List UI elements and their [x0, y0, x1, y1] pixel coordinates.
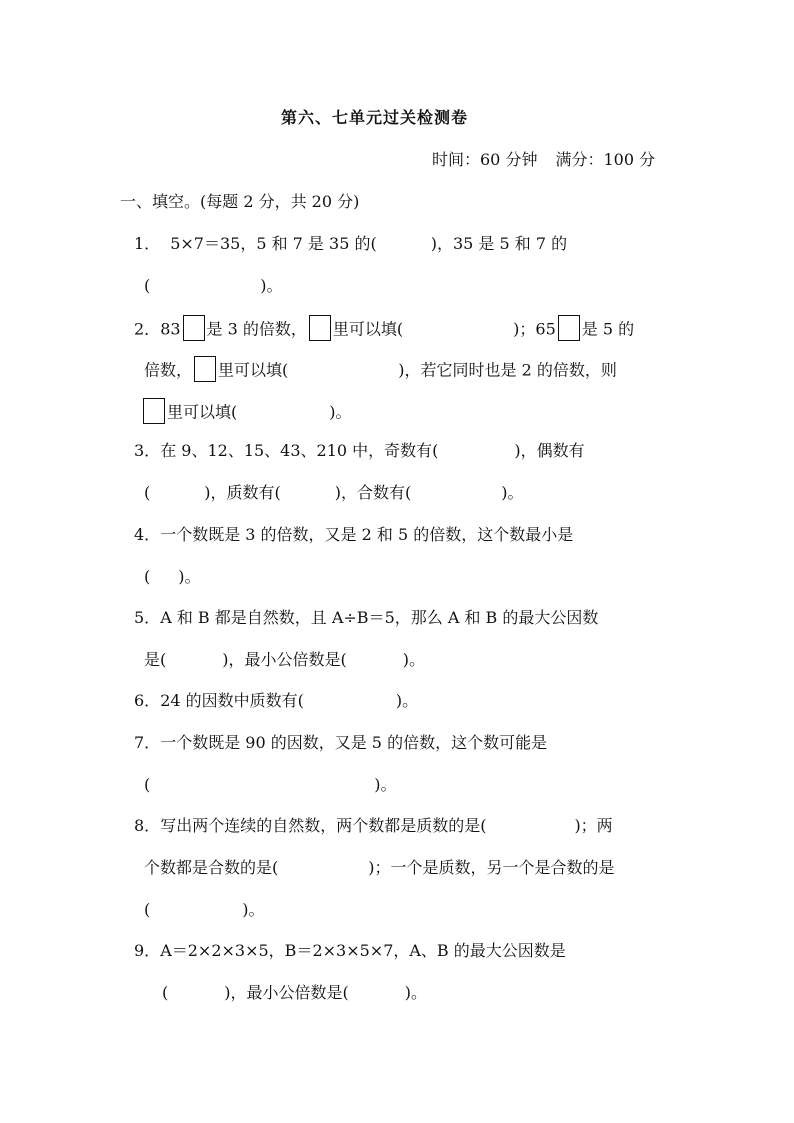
question-6-line-1: [134, 691, 418, 711]
question-number: 7．: [134, 733, 161, 752]
question-text: )，35 是 5 和 7 的: [430, 234, 568, 253]
full-score: 满分：100 分: [555, 150, 656, 169]
question-text: 是(: [144, 650, 167, 669]
question-text: 一个数既是 90 的因数，又是 5 的倍数，这个数可能是: [160, 733, 548, 752]
question-text: 里可以填(: [218, 360, 289, 380]
question-4-line-2: [144, 567, 201, 587]
question-text: )。: [242, 900, 265, 919]
question-text: (: [144, 775, 151, 794]
question-text: )，偶数有: [514, 441, 585, 460]
section-heading: 一、填空。(每题 2 分，共 20 分): [120, 192, 360, 211]
question-text: )。: [260, 276, 283, 295]
question-number: 8．: [134, 816, 161, 835]
time-limit: 时间：60 分钟: [432, 150, 538, 169]
question-8-line-2: [144, 858, 615, 878]
question-text: 5×7＝35，5 和 7 是 35 的(: [170, 234, 377, 253]
question-8-line-1: [134, 816, 613, 836]
question-text: 是 5 的: [581, 319, 635, 339]
question-3-line-2: [144, 483, 524, 503]
question-text: (: [144, 276, 151, 295]
question-text: 倍数，: [144, 360, 193, 380]
page-title: 第六、七单元过关检测卷: [281, 108, 469, 127]
question-3-line-1: [134, 441, 585, 461]
question-text: )，若它同时也是 2 的倍数，则: [398, 360, 617, 380]
question-text: )。: [395, 691, 419, 710]
question-1-line-1: [134, 234, 567, 254]
question-text: 在 9、12、15、43、210 中，奇数有(: [160, 441, 439, 460]
question-text: )。: [404, 983, 427, 1002]
question-text: A＝2×2×3×5，B＝2×3×5×7，A、B 的最大公因数是: [160, 941, 566, 960]
question-text: 是 3 的倍数，: [206, 319, 307, 339]
question-4-line-1: [134, 525, 573, 545]
question-5-line-1: [134, 608, 598, 628]
question-number: 4．: [134, 525, 161, 544]
question-text: 里可以填(: [332, 319, 404, 339]
question-2-line-3: [141, 400, 352, 426]
question-number: 5．: [134, 608, 161, 627]
question-9-line-1: [134, 941, 566, 961]
question-text: )。: [178, 567, 201, 586]
question-text: )，最小公倍数是(: [222, 650, 347, 669]
question-2-line-2: [144, 358, 617, 384]
question-number: 6．: [134, 691, 161, 710]
question-number: 1．: [134, 234, 161, 253]
question-text: A 和 B 都是自然数，且 A÷B＝5，那么 A 和 B 的最大公因数: [160, 608, 599, 627]
question-text: 里可以填(: [167, 402, 238, 422]
question-text: )；两: [574, 816, 613, 835]
question-5-line-2: [144, 650, 425, 670]
question-text: 个数都是合数的是(: [144, 858, 279, 877]
question-text: )；一个是质数，另一个是合数的是: [368, 858, 615, 877]
question-text: )，合数有(: [334, 483, 412, 502]
question-text: 一个数既是 3 的倍数，又是 2 和 5 的倍数，这个数最小是: [160, 525, 574, 544]
question-2-line-1: [134, 317, 634, 343]
exam-meta: [432, 150, 655, 170]
digit-box[interactable]: [558, 315, 580, 341]
question-text: )。: [329, 402, 352, 422]
question-number: 3．: [134, 441, 161, 460]
question-8-line-3: [144, 900, 265, 920]
digit-box[interactable]: [183, 315, 205, 341]
question-text: 24 的因数中质数有(: [160, 691, 304, 710]
question-number: 9．: [134, 941, 161, 960]
question-text: )。: [501, 483, 524, 502]
question-text: 写出两个连续的自然数，两个数都是质数的是(: [160, 816, 487, 835]
digit-box[interactable]: [143, 398, 165, 424]
digit-box[interactable]: [194, 356, 216, 382]
question-9-line-2: [162, 983, 427, 1003]
question-7-line-2: [144, 775, 397, 795]
question-text: 83: [160, 319, 181, 339]
digit-box[interactable]: [309, 315, 331, 341]
question-text: (: [144, 567, 151, 586]
question-text: )，质数有(: [204, 483, 281, 502]
question-text: (: [162, 983, 169, 1002]
question-1-line-2: [144, 276, 283, 296]
question-text: (: [144, 483, 151, 502]
question-number: 2．: [134, 319, 161, 339]
question-text: )。: [374, 775, 397, 794]
question-7-line-1: [134, 733, 547, 753]
question-text: )，最小公倍数是(: [224, 983, 349, 1002]
question-text: )；65: [513, 319, 556, 339]
question-text: )。: [402, 650, 425, 669]
question-text: (: [144, 900, 151, 919]
